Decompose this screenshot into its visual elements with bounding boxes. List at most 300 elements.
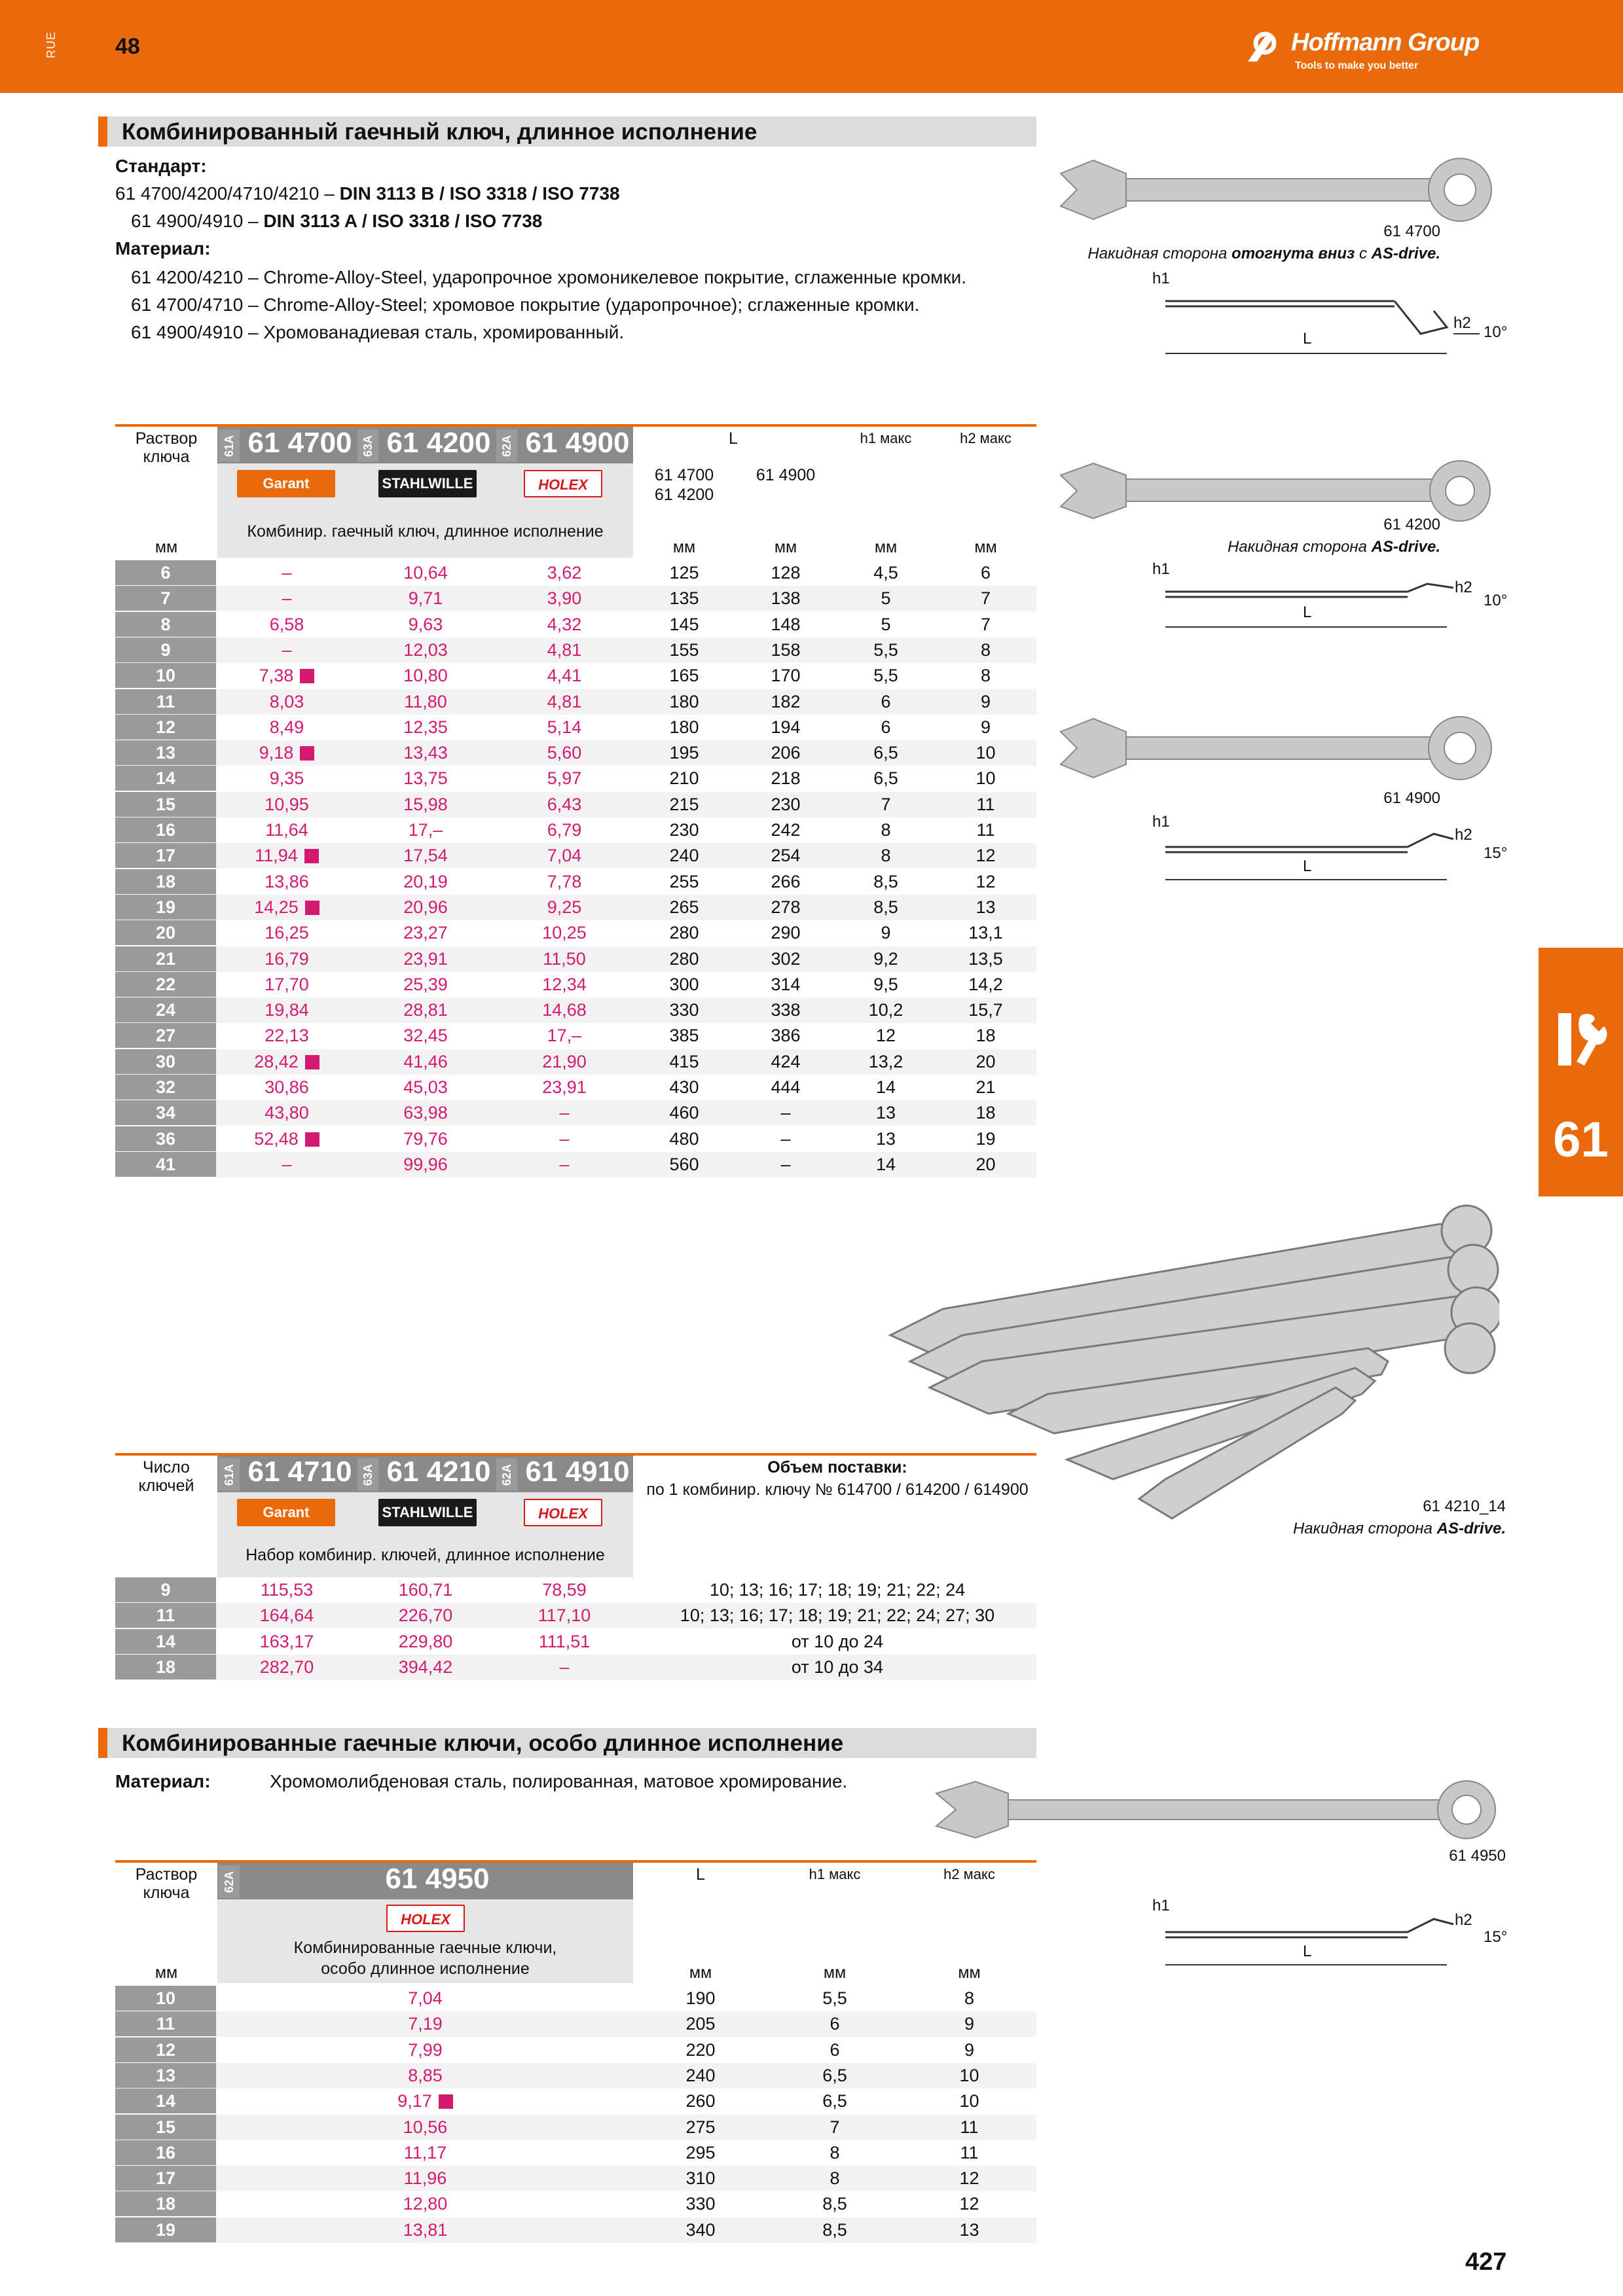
length-cell: 265 xyxy=(669,897,699,917)
price-cell: 99,96 xyxy=(403,1154,448,1174)
price-cell: 7,38 xyxy=(217,663,356,689)
dim-L-label: L xyxy=(1303,1943,1312,1960)
price-cell: 52,48 xyxy=(217,1126,356,1152)
price-cell: 11,50 xyxy=(543,948,586,969)
table-row xyxy=(115,2037,1036,2063)
price-cell: 25,39 xyxy=(403,974,448,994)
table-row xyxy=(115,2140,1036,2166)
material-line: 61 4900/4910 – Хромованадиевая сталь, хромированный. xyxy=(131,322,625,342)
dimension-diagram-614200 xyxy=(1146,562,1486,634)
dim-h2-label: h2 xyxy=(1455,826,1472,844)
price-cell: 3,90 xyxy=(547,588,582,609)
size-cell: 36 xyxy=(115,1126,216,1151)
unit-label: мм xyxy=(974,538,997,556)
price-cell: 28,81 xyxy=(403,1000,448,1020)
size-cell: 27 xyxy=(115,1023,216,1048)
dim-h2-label: h2 xyxy=(1455,1911,1472,1929)
price-cell: 20,19 xyxy=(403,871,448,891)
length-cell: 330 xyxy=(685,2194,716,2214)
supply-title: Объем поставки: xyxy=(767,1458,907,1477)
table-row xyxy=(115,1049,1036,1075)
language-code: RUE xyxy=(45,31,58,59)
size-cell: 41 xyxy=(115,1152,216,1177)
length-cell: 205 xyxy=(685,2014,716,2034)
price-cell: 17,70 xyxy=(264,974,309,994)
h2-cell: 14,2 xyxy=(968,974,1003,994)
material-value: Хромомолибденовая сталь, полированная, матовое хромирование. xyxy=(270,1771,848,1791)
length-cell: 215 xyxy=(669,794,699,814)
size-cell: 14 xyxy=(115,2089,216,2113)
table-row xyxy=(115,1603,1036,1628)
col-header-L-sub: 61 4700 xyxy=(654,466,714,484)
table-row xyxy=(115,2011,1036,2037)
h2-cell: 13 xyxy=(976,897,996,917)
length-cell: 240 xyxy=(685,2065,716,2085)
col-header-size: Раствор ключа xyxy=(135,429,198,466)
count-cell: 11 xyxy=(115,1603,216,1628)
lg-code: 61A xyxy=(219,429,240,462)
table-row xyxy=(115,895,1036,920)
h1-cell: 6 xyxy=(830,2039,840,2060)
price-cell: 4,41 xyxy=(547,666,582,686)
lg-code: 63A xyxy=(357,429,378,462)
h1-cell: 8 xyxy=(881,846,891,866)
col-header-h1: h1 макс xyxy=(860,430,912,446)
price-cell: – xyxy=(282,1154,292,1174)
h1-cell: 13 xyxy=(875,1103,896,1123)
h1-cell: 7 xyxy=(881,794,891,814)
length-cell: 240 xyxy=(669,846,699,866)
table-row xyxy=(115,1126,1036,1152)
table-row xyxy=(115,663,1036,689)
brand-logo-holex: HOLEX xyxy=(386,1905,465,1932)
h2-cell: 12 xyxy=(959,2168,979,2189)
col-header-h2: h2 макс xyxy=(943,1866,995,1882)
h2-cell: 10 xyxy=(976,743,996,763)
length-cell: 220 xyxy=(685,2039,716,2060)
price-cell: 78,59 xyxy=(542,1580,587,1600)
price-cell: 111,51 xyxy=(538,1631,591,1651)
wrench-category-icon xyxy=(1553,1007,1612,1072)
table-row xyxy=(115,972,1036,997)
h1-cell: 6,5 xyxy=(873,743,898,763)
price-cell: 13,81 xyxy=(403,2219,448,2240)
supply-cell: от 10 до 24 xyxy=(791,1631,884,1651)
brand-logo-stahlwille: STAHLWILLE xyxy=(378,470,477,497)
price-cell: 11,64 xyxy=(265,820,308,840)
unit-label: мм xyxy=(874,538,898,556)
size-cell: 13 xyxy=(115,2063,216,2088)
col-header-count: Число ключей xyxy=(138,1458,194,1495)
length-cell: 302 xyxy=(771,948,801,969)
h1-cell: 9,2 xyxy=(873,948,898,969)
brand-logo-garant: Garant xyxy=(237,470,335,497)
length-cell: 194 xyxy=(771,717,801,737)
dim-h2-label: h2 xyxy=(1455,579,1472,596)
table-row xyxy=(115,997,1036,1023)
price-cell: 229,80 xyxy=(398,1631,453,1651)
price-cell: 394,42 xyxy=(398,1657,453,1677)
price-cell: 63,98 xyxy=(403,1103,448,1123)
length-cell: – xyxy=(780,1103,791,1123)
price-cell: 12,34 xyxy=(542,974,587,994)
table-row xyxy=(115,2063,1036,2089)
h1-cell: 8,5 xyxy=(822,2219,847,2240)
table-row xyxy=(115,1100,1036,1126)
h2-cell: 21 xyxy=(976,1077,996,1097)
count-cell: 9 xyxy=(115,1577,216,1602)
table-row xyxy=(115,689,1036,715)
brand-logo-holex: HOLEX xyxy=(524,470,602,497)
table-row xyxy=(115,817,1036,843)
price-cell: 7,99 xyxy=(408,2039,443,2060)
lg-code: 63A xyxy=(357,1458,378,1491)
material-line: 61 4700/4710 – Chrome-Alloy-Steel; хромовое покрытие (ударопрочное); сглаженные кромки. xyxy=(131,295,920,315)
product-description: Комбинированные гаечные ключи, xyxy=(293,1939,557,1957)
price-cell: 15,98 xyxy=(403,794,448,814)
price-cell: 23,91 xyxy=(403,948,448,969)
size-cell: 18 xyxy=(115,2191,216,2216)
h2-cell: 11 xyxy=(976,820,995,840)
length-cell: 128 xyxy=(771,563,801,583)
size-cell: 17 xyxy=(115,843,216,868)
supply-cell: 10; 13; 16; 17; 18; 19; 21; 22; 24; 27; 30 xyxy=(680,1605,995,1626)
price-cell: 8,03 xyxy=(269,691,304,711)
table-row xyxy=(115,2115,1036,2140)
image-caption-code: 61 4900 xyxy=(1383,789,1440,807)
length-cell: 206 xyxy=(771,743,801,763)
size-cell: 11 xyxy=(115,2011,216,2036)
length-cell: – xyxy=(780,1128,791,1149)
h2-cell: 7 xyxy=(980,614,991,634)
table-row xyxy=(115,715,1036,740)
h2-cell: 10 xyxy=(959,2065,979,2085)
supply-subtitle: по 1 комбинир. ключу № 614700 / 614200 / 614900 xyxy=(646,1480,1029,1499)
price-cell: 10,64 xyxy=(403,563,448,583)
length-cell: 295 xyxy=(685,2142,716,2162)
price-cell: 10,80 xyxy=(403,666,448,686)
standard-line: 61 4700/4200/4710/4210 – DIN 3113 B / ISO 3318 / ISO 7738 xyxy=(115,183,620,204)
h2-cell: 13,5 xyxy=(968,948,1003,969)
h1-cell: 9,5 xyxy=(873,974,898,994)
length-cell: 182 xyxy=(771,691,801,711)
length-cell: 280 xyxy=(669,948,699,969)
length-cell: 230 xyxy=(669,820,699,840)
length-cell: 230 xyxy=(771,794,801,814)
size-cell: 32 xyxy=(115,1075,216,1100)
price-cell: 4,81 xyxy=(547,639,582,660)
h1-cell: 6,5 xyxy=(822,2065,847,2085)
h1-cell: 8,5 xyxy=(873,871,898,891)
length-cell: 560 xyxy=(669,1154,699,1174)
hoffmann-logo-icon xyxy=(1245,30,1291,63)
price-cell: 23,27 xyxy=(403,923,448,943)
price-cell: 8,85 xyxy=(408,2065,443,2085)
length-cell: 195 xyxy=(669,743,699,763)
dim-h1-label: h1 xyxy=(1152,1897,1170,1914)
price-cell: 11,94 xyxy=(217,843,356,869)
price-cell: 10,95 xyxy=(264,794,309,814)
brand-logo-holex: HOLEX xyxy=(524,1499,602,1526)
h1-cell: 10,2 xyxy=(868,1000,903,1020)
h2-cell: 6 xyxy=(980,563,991,583)
price-cell: 4,32 xyxy=(547,614,582,634)
size-cell: 19 xyxy=(115,895,216,920)
price-cell: 4,81 xyxy=(547,691,582,711)
top-bar xyxy=(0,0,1623,93)
table-row xyxy=(115,560,1036,586)
price-cell: 23,91 xyxy=(542,1077,587,1097)
section-heading: Комбинированные гаечные ключи, особо длинное исполнение xyxy=(98,1728,1036,1758)
table-row xyxy=(115,766,1036,791)
price-cell: 7,19 xyxy=(408,2014,443,2034)
price-cell: 160,71 xyxy=(398,1580,453,1600)
h2-cell: 8 xyxy=(964,1988,975,2008)
length-cell: 148 xyxy=(771,614,801,634)
h2-cell: 13 xyxy=(959,2219,979,2240)
unit-label: мм xyxy=(958,1964,981,1982)
col-header-L: L xyxy=(696,1865,705,1884)
price-cell: 13,43 xyxy=(403,743,448,763)
price-cell: 22,13 xyxy=(264,1026,309,1046)
col-header-L: L xyxy=(729,429,738,448)
h2-cell: 18 xyxy=(976,1103,996,1123)
h2-cell: 11 xyxy=(976,794,995,814)
length-cell: 280 xyxy=(669,923,699,943)
h2-cell: 20 xyxy=(976,1051,996,1071)
price-cell: 13,86 xyxy=(264,871,309,891)
h1-cell: 14 xyxy=(875,1154,896,1174)
price-cell: 20,96 xyxy=(403,897,448,917)
dim-angle-label: 10° xyxy=(1484,323,1508,341)
length-cell: 190 xyxy=(685,1988,716,2008)
article-number: 61 4210 xyxy=(386,1456,491,1488)
dim-h1-label: h1 xyxy=(1152,270,1170,287)
standard-label: Стандарт: xyxy=(115,156,207,176)
price-cell: 282,70 xyxy=(259,1657,314,1677)
price-cell: 10,25 xyxy=(542,923,587,943)
price-cell: 12,80 xyxy=(403,2194,448,2214)
h1-cell: 6 xyxy=(881,691,891,711)
h1-cell: 6,5 xyxy=(822,2091,847,2111)
price-cell: 13,75 xyxy=(403,768,448,789)
price-cell: 19,84 xyxy=(264,1000,309,1020)
article-number: 61 4700 xyxy=(247,427,352,459)
length-cell: 158 xyxy=(771,639,801,660)
length-cell: 444 xyxy=(771,1077,801,1097)
unit-label: мм xyxy=(823,1964,847,1982)
dimension-diagram-614950 xyxy=(1146,1899,1486,1971)
price-cell: – xyxy=(282,563,292,583)
h1-cell: 8 xyxy=(881,820,891,840)
price-cell: 11,96 xyxy=(403,2168,447,2189)
lg-code: 62A xyxy=(219,1865,240,1898)
page-number: 427 xyxy=(1465,2248,1507,2276)
price-cell: 115,53 xyxy=(260,1580,314,1600)
price-cell: – xyxy=(282,588,292,609)
h1-cell: 5,5 xyxy=(822,1988,847,2008)
page-number-top: 48 xyxy=(115,34,140,59)
price-cell: 10,56 xyxy=(403,2117,448,2137)
price-cell: – xyxy=(559,1103,570,1123)
h2-cell: 11 xyxy=(960,2142,979,2162)
price-cell: 6,58 xyxy=(269,614,304,634)
dim-L-label: L xyxy=(1303,857,1312,875)
length-cell: 138 xyxy=(771,588,801,609)
lg-code: 62A xyxy=(496,1458,517,1491)
wrench-614950-image xyxy=(930,1774,1506,1846)
h2-cell: 12 xyxy=(959,2194,979,2214)
h1-cell: 9 xyxy=(881,923,891,943)
price-cell: 12,35 xyxy=(403,717,448,737)
table-row xyxy=(115,2217,1036,2243)
brand-tagline: Tools to make you better xyxy=(1295,60,1419,71)
article-number: 61 4900 xyxy=(525,427,630,459)
length-cell: 275 xyxy=(685,2117,716,2137)
h1-cell: 5,5 xyxy=(873,639,898,660)
size-cell: 8 xyxy=(115,612,216,637)
supply-cell: от 10 до 34 xyxy=(791,1657,884,1677)
h2-cell: 10 xyxy=(959,2091,979,2111)
h2-cell: 13,1 xyxy=(968,923,1003,943)
price-cell: 9,18 xyxy=(217,740,356,766)
h1-cell: 4,5 xyxy=(873,563,898,583)
size-cell: 12 xyxy=(115,2037,216,2062)
lg-code: 62A xyxy=(496,429,517,462)
image-caption-code: 61 4700 xyxy=(1383,223,1440,240)
stock-marker-icon xyxy=(305,1055,319,1069)
length-cell: 290 xyxy=(771,923,801,943)
length-cell: 338 xyxy=(771,1000,801,1020)
table-row xyxy=(115,946,1036,972)
length-cell: 155 xyxy=(669,639,699,660)
table-row xyxy=(115,2191,1036,2217)
table-row xyxy=(115,920,1036,946)
h1-cell: 6 xyxy=(881,717,891,737)
price-cell: 30,86 xyxy=(264,1077,309,1097)
article-number: 61 4910 xyxy=(525,1456,630,1488)
h1-cell: 5 xyxy=(881,588,891,609)
supply-cell: 10; 13; 16; 17; 18; 19; 21; 22; 24 xyxy=(709,1580,966,1600)
size-cell: 14 xyxy=(115,766,216,791)
size-cell: 9 xyxy=(115,637,216,662)
price-cell: – xyxy=(282,639,292,660)
h2-cell: 12 xyxy=(976,871,996,891)
article-number: 61 4710 xyxy=(247,1456,352,1488)
price-cell: – xyxy=(559,1657,570,1677)
price-cell: 5,97 xyxy=(547,768,582,789)
h2-cell: 11 xyxy=(960,2117,979,2137)
table-row xyxy=(115,1986,1036,2011)
h1-cell: 13 xyxy=(875,1128,896,1149)
price-cell: 45,03 xyxy=(403,1077,448,1097)
price-cell: 79,76 xyxy=(403,1128,448,1149)
size-cell: 34 xyxy=(115,1100,216,1125)
length-cell: 210 xyxy=(669,768,699,789)
price-cell: 9,35 xyxy=(269,768,304,789)
unit-label: мм xyxy=(774,538,797,556)
hoffmann-logo xyxy=(1245,29,1520,81)
table-row xyxy=(115,1577,1036,1603)
h1-cell: 8,5 xyxy=(822,2194,847,2214)
price-cell: 3,62 xyxy=(547,563,582,583)
price-cell: – xyxy=(559,1128,570,1149)
h2-cell: 15,7 xyxy=(968,1000,1003,1020)
size-cell: 7 xyxy=(115,586,216,611)
size-cell: 11 xyxy=(115,689,216,714)
count-cell: 18 xyxy=(115,1655,216,1679)
price-cell: 226,70 xyxy=(398,1605,453,1626)
price-cell: 9,25 xyxy=(547,897,582,917)
h2-cell: 7 xyxy=(980,588,991,609)
size-cell: 21 xyxy=(115,946,216,971)
length-cell: 165 xyxy=(669,666,699,686)
price-cell: 8,49 xyxy=(269,717,304,737)
price-cell: 9,71 xyxy=(408,588,443,609)
h2-cell: 9 xyxy=(964,2039,975,2060)
price-cell: 17,– xyxy=(547,1026,582,1046)
table-row xyxy=(115,1075,1036,1100)
wrench-614700-image xyxy=(1054,147,1506,232)
image-caption-code: 61 4210_14 xyxy=(1423,1498,1506,1515)
length-cell: 310 xyxy=(685,2168,716,2189)
stock-marker-icon xyxy=(304,849,319,863)
col-header-L-sub: 61 4200 xyxy=(654,486,714,504)
price-cell: 117,10 xyxy=(538,1605,591,1626)
table-row xyxy=(115,1152,1036,1177)
price-cell: 16,25 xyxy=(264,923,309,943)
price-cell: 9,17 xyxy=(217,2089,633,2114)
length-cell: 330 xyxy=(669,1000,699,1020)
price-cell: 28,42 xyxy=(217,1049,356,1075)
size-cell: 20 xyxy=(115,920,216,945)
h1-cell: 8 xyxy=(830,2168,840,2189)
table-row xyxy=(115,843,1036,869)
unit-label: мм xyxy=(689,1964,712,1982)
size-cell: 24 xyxy=(115,997,216,1022)
size-cell: 10 xyxy=(115,1986,216,2011)
price-cell: 7,78 xyxy=(547,871,582,891)
dim-L-label: L xyxy=(1303,330,1312,348)
price-cell: 21,90 xyxy=(542,1051,587,1071)
table-row xyxy=(115,586,1036,611)
length-cell: 170 xyxy=(771,666,801,686)
h1-cell: 13,2 xyxy=(868,1051,903,1071)
product-description: Набор комбинир. ключей, длинное исполнение xyxy=(246,1546,605,1564)
length-cell: 278 xyxy=(771,897,801,917)
count-cell: 14 xyxy=(115,1629,216,1654)
price-cell: 5,60 xyxy=(547,743,582,763)
size-cell: 16 xyxy=(115,2140,216,2165)
price-cell: 32,45 xyxy=(403,1026,448,1046)
unit-label: мм xyxy=(155,1964,178,1982)
image-caption-code: 61 4950 xyxy=(1449,1847,1506,1865)
section-number: 61 xyxy=(1553,1112,1609,1168)
wrench-614900-image xyxy=(1054,707,1506,792)
length-cell: 430 xyxy=(669,1077,699,1097)
stock-marker-icon xyxy=(439,2094,453,2109)
table-row xyxy=(115,2089,1036,2114)
length-cell: 424 xyxy=(771,1051,801,1071)
size-cell: 6 xyxy=(115,560,216,585)
price-cell: 14,25 xyxy=(217,895,356,920)
length-cell: 260 xyxy=(685,2091,716,2111)
price-cell: 164,64 xyxy=(259,1605,314,1626)
stock-marker-icon xyxy=(305,901,319,915)
stock-marker-icon xyxy=(300,669,314,683)
col-header-L-sub: 61 4900 xyxy=(756,466,816,484)
h1-cell: 14 xyxy=(875,1077,896,1097)
